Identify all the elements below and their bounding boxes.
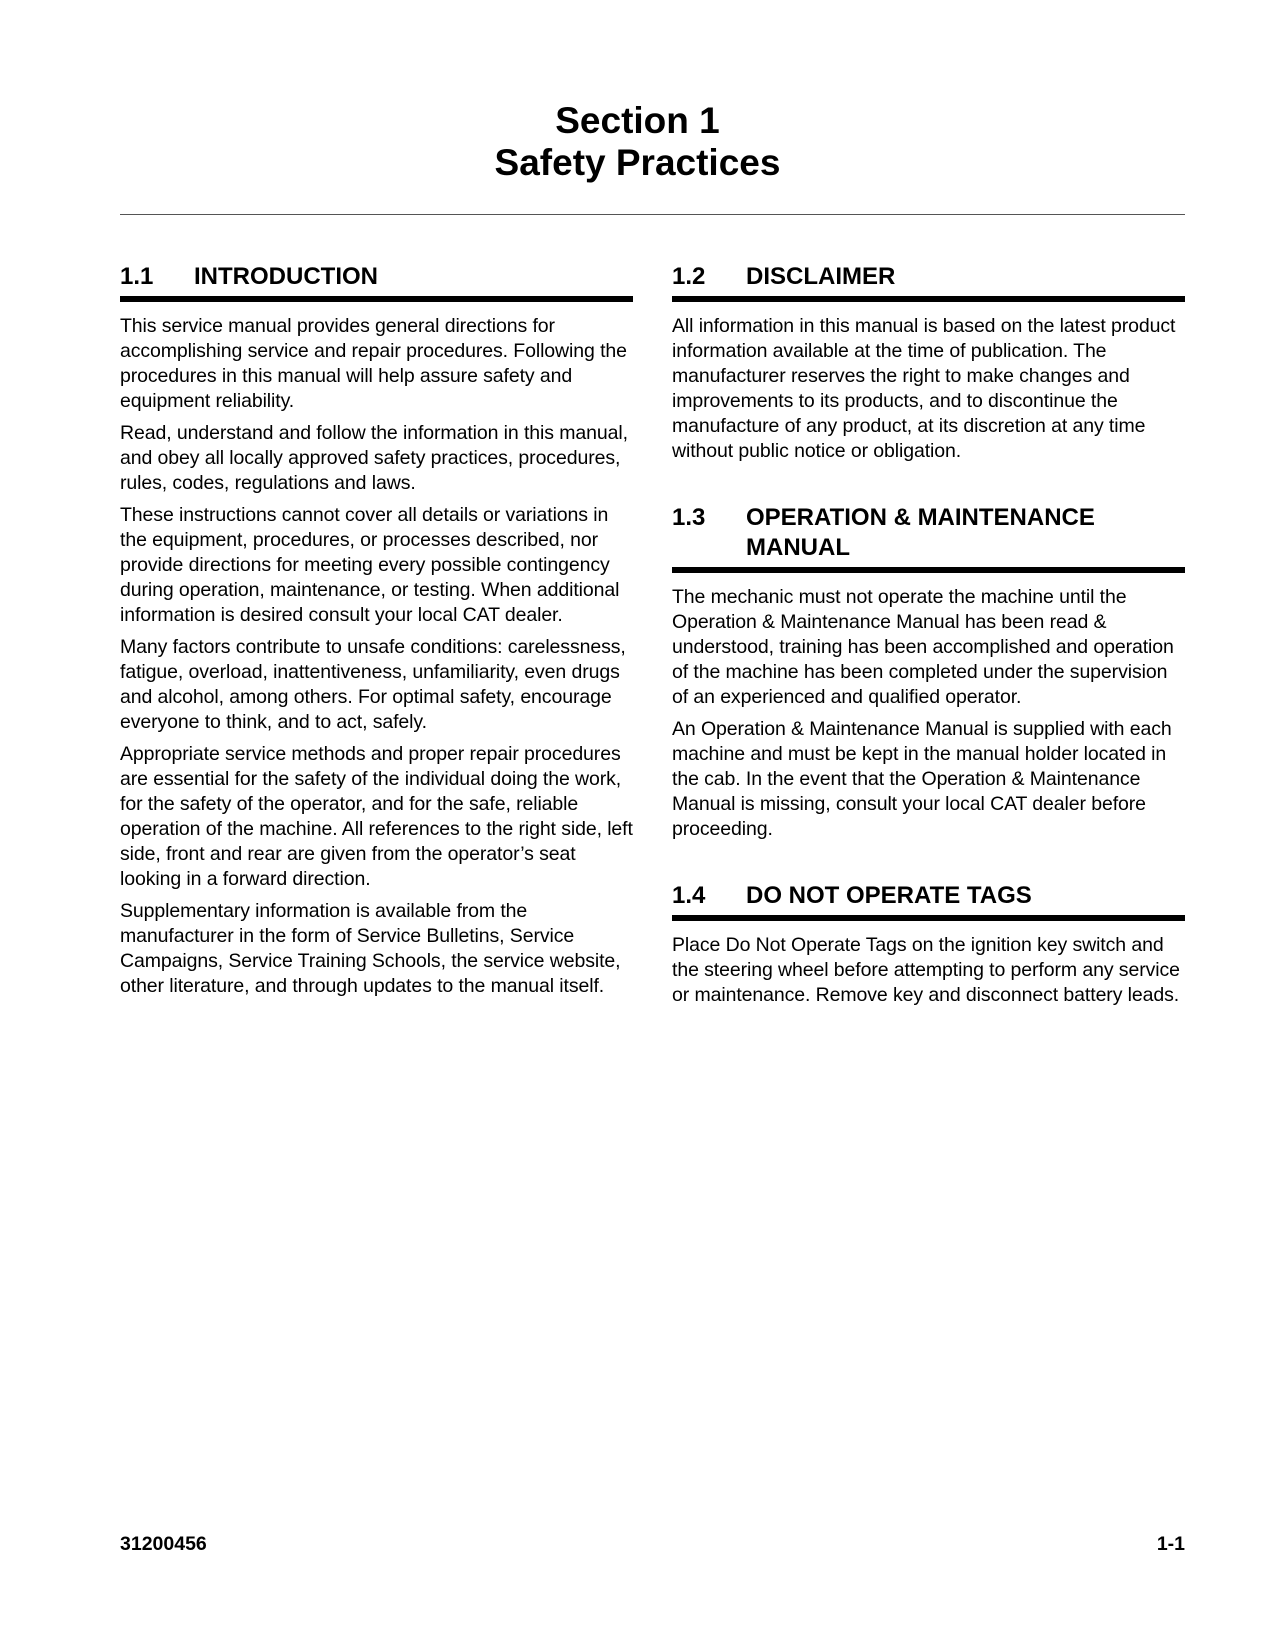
paragraph: An Operation & Maintenance Manual is supplied with each machine and must be kept in the manual holder located in the cab. In the event that the Operation & Maintenance Manual is missing, consult your local CAT dealer before proceeding.: [672, 718, 1172, 840]
section-number: 1.3: [672, 504, 706, 531]
section-title: DISCLAIMER: [746, 263, 896, 290]
section-heading: [672, 503, 1185, 573]
section-title: DO NOT OPERATE TAGS: [746, 882, 1032, 909]
paragraph: Appropriate service methods and proper repair procedures are essential for the safety of the individual doing the work, for the safety of the operator, and for the safe, reliable operation of the machine. All references to the right side, left side, front and rear are given from the operator’s seat looking in a forward direction.: [120, 743, 633, 890]
paragraph: Many factors contribute to unsafe conditions: carelessness, fatigue, overload, inattentiveness, unfamiliarity, even drugs and alcohol, among others. For optimal safety, encourage everyone to think, and to act, safely.: [120, 636, 626, 733]
section-number: 1.2: [672, 263, 706, 290]
header-divider: [120, 214, 1185, 215]
paragraph: Read, understand and follow the information in this manual, and obey all locally approved safety practices, procedures, rules, codes, regulations and laws.: [120, 422, 628, 494]
paragraph: Place Do Not Operate Tags on the ignition key switch and the steering wheel before attempting to perform any service or maintenance. Remove key and disconnect battery leads.: [672, 934, 1180, 1006]
section-operation-maintenance-manual: [672, 503, 1185, 842]
section-introduction: [120, 262, 633, 999]
footer-document-number: 31200456: [120, 1533, 207, 1555]
section-number-title: Section 1: [555, 100, 720, 141]
page-title: [0, 100, 1275, 184]
paragraph: Supplementary information is available from the manufacturer in the form of Service Bulletins, Service Campaigns, Service Training Schools, the service website, other literature, and through updates to the manual itself.: [120, 900, 621, 997]
paragraph: The mechanic must not operate the machine until the Operation & Maintenance Manual has been read & understood, training has been accomplished and operation of the machine has been completed under the supervision of an experienced and qualified operator.: [672, 586, 1174, 708]
section-number: 1.4: [672, 882, 706, 909]
section-do-not-operate-tags: [672, 881, 1185, 1008]
section-heading: [120, 262, 633, 302]
section-number: 1.1: [120, 263, 154, 290]
footer-page-number: 1-1: [1156, 1533, 1185, 1555]
section-title: OPERATION & MAINTENANCE MANUAL: [746, 504, 1095, 561]
section-disclaimer: [672, 262, 1185, 464]
section-heading: [672, 262, 1185, 302]
paragraph: This service manual provides general directions for accomplishing service and repair procedures. Following the procedures in this manual will help assure safety and equipment reliability.: [120, 315, 627, 412]
right-column: [672, 262, 1185, 1047]
section-title: INTRODUCTION: [194, 263, 378, 290]
section-name-title: Safety Practices: [494, 142, 781, 183]
paragraph: These instructions cannot cover all details or variations in the equipment, procedures, or processes described, nor provide directions for meeting every possible contingency during operation, maintenance, or testing. When additional information is desired consult your local CAT dealer.: [120, 504, 620, 626]
paragraph: All information in this manual is based on the latest product information available at the time of publication. The manufacturer reserves the right to make changes and improvements to its products, and to discontinue the manufacture of any product, at its discretion at any time without public notice or obligation.: [672, 315, 1176, 462]
left-column: [120, 262, 633, 1038]
section-heading: [672, 881, 1185, 921]
